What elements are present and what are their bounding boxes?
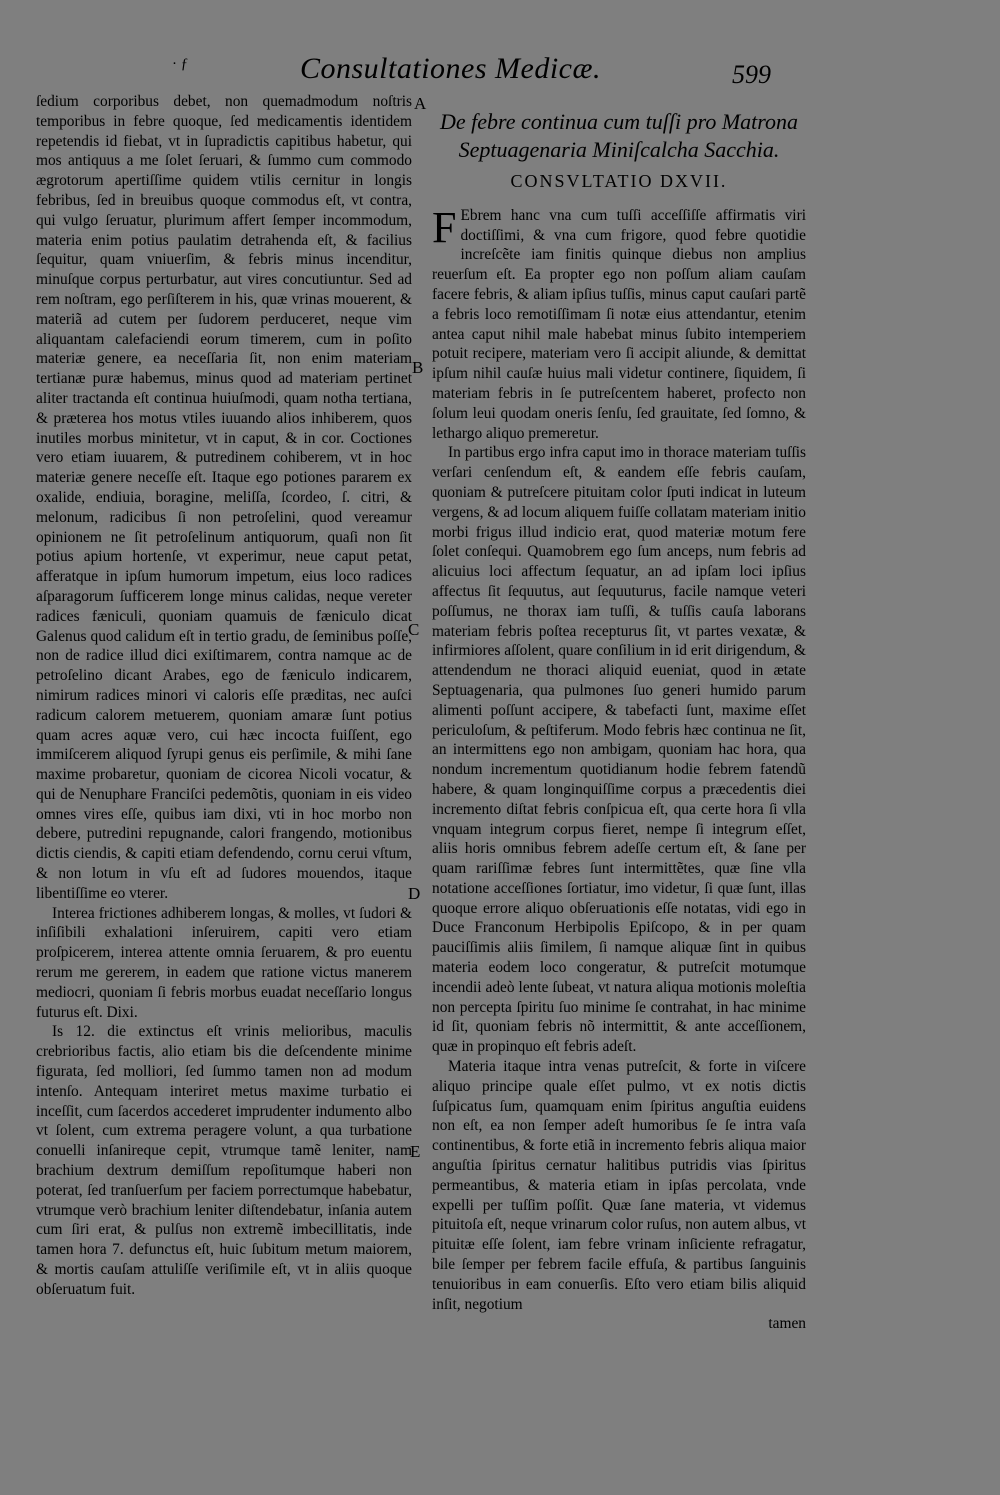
catchword: tamen [768, 1315, 806, 1333]
left-paragraph-3: Is 12. die extinctus eſt vrinis melioribus, maculis crebrioribus factis, alio etiam bis die deſcendente minime figurata, ſed molliori, ſed ſummo tamen non ad modum intenſo. Antequam interiret metus maxime turbatio ei inceſſit, cum ſacerdos accederet imprudenter indumento albo vt ſolent, cum extrema peragere volunt, a qua turbatione conuelli inſanireque cepit, vtrumque tamẽ leniter, nam brachium dextrum demiſſum repoſitumque haberi non poterat, ſed tranſuerſum per faciem porrectumque habebatur, vtrumque verò brachium leniter diſtendebatur, inſania autem cum ſiri erat, & pulſus non extremẽ imbecillitatis, inde tamen hora 7. defunctus eſt, huic ſubitum metum maiorem, & mortis cauſam attuliſſe veriſimile eſt, vt in aliis quoque obſeruatum fuit. [36, 1023, 412, 1298]
margin-letter-d: D [408, 884, 421, 903]
right-column [432, 108, 806, 1334]
margin-letter-a: A [414, 94, 427, 113]
right-paragraph-3: Materia itaque intra venas putreſcit, & forte in viſcere aliquo principe quale eſſet pulmo, vt ex notis dictis ſuſpicatus ſum, quamquam enim ſpiritus anguſtia euidens non eſt, ea non ſemper adeſt humoribus ſe ſe intra vaſa continentibus, & forte etiã in incremento febris aliqua maior anguſtia ſpiritus cernatur halitibus putridis vias ſpiritus permeantibus, & materia etiam in ipſas percolata, vnde expelli per tuſſim poſſit. Quæ ſane materia, vt videmus pituitoſa eſt, neque vrinarum color ruſus, non autem albus, vt pituitæ eſſe ſolent, iam febre vrinam inſiciente refragatur, bile ſemper per febrem facile effuſa, & partibus ſanguinis tenuioribus in eam conuerſis. Eſto vero etiam bilis aliquid inſit, negotium [432, 1058, 806, 1313]
header-mark: · ƒ [172, 56, 189, 72]
right-paragraph-2: In partibus ergo infra caput imo in thorace materiam tuſſis verſari cenſendum eſt, & eandem eſſe febris cauſam, quoniam & putreſcere pituitam color ſputi indicat in luteum vergens, & ad locum aliquem fuiſſe collatam materiam initio morbi frigus illud indicio erat, quod materiæ motum fere ſolet conſequi. Quamobrem ego ſum anceps, num febris ad alicuius loci affectum ſequatur, an ad ipſam loci ipſius affectus ſit ſequutus, aut ſequuturus, facile namque veteri poſſumus, ne thorax iam tuſſi, & tuſſis cauſa laborans materiam febris poſtea recepturus ſit, vt partes vexatæ, & infirmiores aſſolent, quare conſilium in id erit dirigendum, & attendendum ne thoraci aliquid eueniat, quod in ætate Septuagenaria, qua pulmones ſuo generi humido parum alimenti poſſunt accipere, & tabefacti ſunt, maxime eſſet periculoſum, & peſtiferum. Modo febris hæc continua ne ſit, an intermittens ego non ambigam, quoniam hac hora, qua nondum incrementum quotidianum hodie febrem fatendũ habere, & quam longinquiſſime corpus a præcedentis diei incremento diſtat febris conſpicua eſt, qua certe hora ſi vlla vnquam integrum corpus fieret, nempe ſi integrum eſſet, aliis horis omnibus febrem adeſſe certum eſt, & ſane per quam rariſſimæ febres ſunt intermittẽtes, quæ ſine vlla notatione acceſſiones ſortiatur, imo videtur, ſi quæ ſunt, illas quoque errore aliquo obſeruationis eſſe notatas, vidi ego in Duce Franconum Herbipolis Epiſcopo, & in per quam pauciſſimis aliis ſimilem, ſi namque aliquæ ſint in quibus materia eodem loco congeratur, & putreſcit motumque incendii adeò lente ſubeat, vt natura aliqua motionis moleſtia non percepta ſpiritu ſuo minime ſe contrahat, in hac minime id ſit, quoniam febris nõ intermittit, & ante acceſſionem, quæ in propinquo eſt febris adeſt. [432, 444, 806, 1056]
drop-cap: F [432, 202, 457, 252]
left-column [36, 92, 412, 1300]
running-title: Consultationes Medicæ. [300, 52, 601, 85]
consultation-label: CONSVLTATIO DXVII. [510, 171, 728, 191]
left-paragraph-2: Interea frictiones adhiberem longas, & molles, vt ſudori & inſiſibili exhalationi inſeruirem, capiti vero etiam proſpicerem, interea attente omnia ſeruarem, & pro euentu rerum me gererem, in eadem que ratione victus manerem mediocri, quoniam ſi febris morbus euadat neceſſario longus futurus eſt. Dixi. [36, 904, 412, 1021]
right-paragraph-1 [432, 202, 806, 444]
margin-letter-c: C [408, 620, 420, 639]
right-paragraph-1-text: Ebrem hanc vna cum tuſſi acceſſiſſe affirmatis viri doctiſſimi, & vna cum frigore, quod febre quotidie increſcẽte iam finitis quinque diebus non amplius reuerſum eſt. Ea propter ego non poſſum aliam cauſam facere febris, & aliam ipſius tuſſis, minus caput cauſari partẽ a febris loco remotiſſimam ſi notæ eius attendantur, etenim antea caput nihil male habebat minus ſubito intemperiem potuit recipere, materiam vero ſi accipit aliunde, & demittat ipſum nihil cauſæ huius mali videtur continere, ſiquidem, ſi materiam febris in ſe putreſcentem haberet, profecto non ſolum leui quodam oneris ſenſu, ſed grauitate, ſed ſomno, & lethargo aliquo premeretur. [432, 206, 806, 442]
margin-letter-e: E [410, 1142, 421, 1161]
page-number: 599 [732, 60, 771, 89]
margin-letter-b: B [412, 358, 424, 377]
left-paragraph-1: ſedium corporibus debet, non quemadmodum noſtris temporibus in febre quoque, ſed medicamentis identidem repetendis id fiebat, vt in ſupradictis capitibus habetur, qui mos antiquus a me ſolet ſeruari, & ſummo cum commodo ægrotorum apertiſſime quidem vtilis cernitur in longis febribus, ſed in breuibus quoque commodus eſt, vt contra, qui vulgo ſeruatur, plurimum affert ſemper incommodum, materia enim potius paulatim detrahenda eſt, & facilius ſequitur, quam vniuerſim, & febris minus incenditur, minuſque corpus perturbatur, aut vires concutiuntur. Sed ad rem noſtram, ego perſiſterem in his, quæ vrinas mouerent, & materiã ad cutem per ſudorem perduceret, neque vim aliquantam calefaciendi eorum timerem, cum in poſito materiæ genere, ea neceſſaria ſit, non enim materiam tertianæ puræ habemus, minus quod ad materiam pertinet aliter tractanda eſt continua huiuſmodi, quam notha tertiana, & præterea hos motus vtiles iuuando alios inhiberem, quos inutiles morbus minitetur, vt in caput, & in cor. Coctiones vero etiam iuuarem, & putredinem cohiberem, vt in hoc materiæ genere neceſſe eſt. Itaque ego potiones pararem ex oxalide, endiuia, boragine, meliſſa, ſcordeo, ſ. citri, & melonum, radicibus ſi non petroſelini, quod vereamur opinionem ne ſit petroſelinum antiquorum, quaſi non ſit potius apium hortenſe, vt experimur, neue caput petat, afferatque in ipſum humorum impetum, eius loco radices aſparagorum ſufficerem longe minus calidas, neque vereter radices fæniculi, quoniam quamuis de fæniculo dicat Galenus quod calidum eſt in tertio gradu, de ſeminibus poſſe, non de radice illud dici exiſtimarem, contra namque ac de petroſelino dicant Arabes, ego de fæniculo indicarem, nimirum radices minori vi caloris eſſe præditas, nec auſci radicum calorem metuerem, quoniam amaræ ſunt potius quam acres aquæ vero, cui hæc incocta fuiſſent, ego immiſcerem aliquod ſyrupi genus eis perſimile, & mihi ſane maxime probaretur, quoniam de cicorea Nicoli vocatur, & qui de Nenuphare Franciſci pedemõtis, quoniam in eis video omnes vires eſſe, quibus iam dixi, vti in hoc morbo non debere, putredini repugnande, calori frangendo, motionibus dictis ciendis, & capiti etiam defendendo, cornu cerui vſtum, & non lotum in vſu eſt ad ſudores mouendos, itaque libentiſſime eo vterer. [36, 93, 412, 902]
consultation-title: De febre continua cum tuſſi pro Matrona Septuagenaria Miniſcalcha Sacchia. [439, 109, 799, 162]
page-header [0, 52, 1000, 96]
